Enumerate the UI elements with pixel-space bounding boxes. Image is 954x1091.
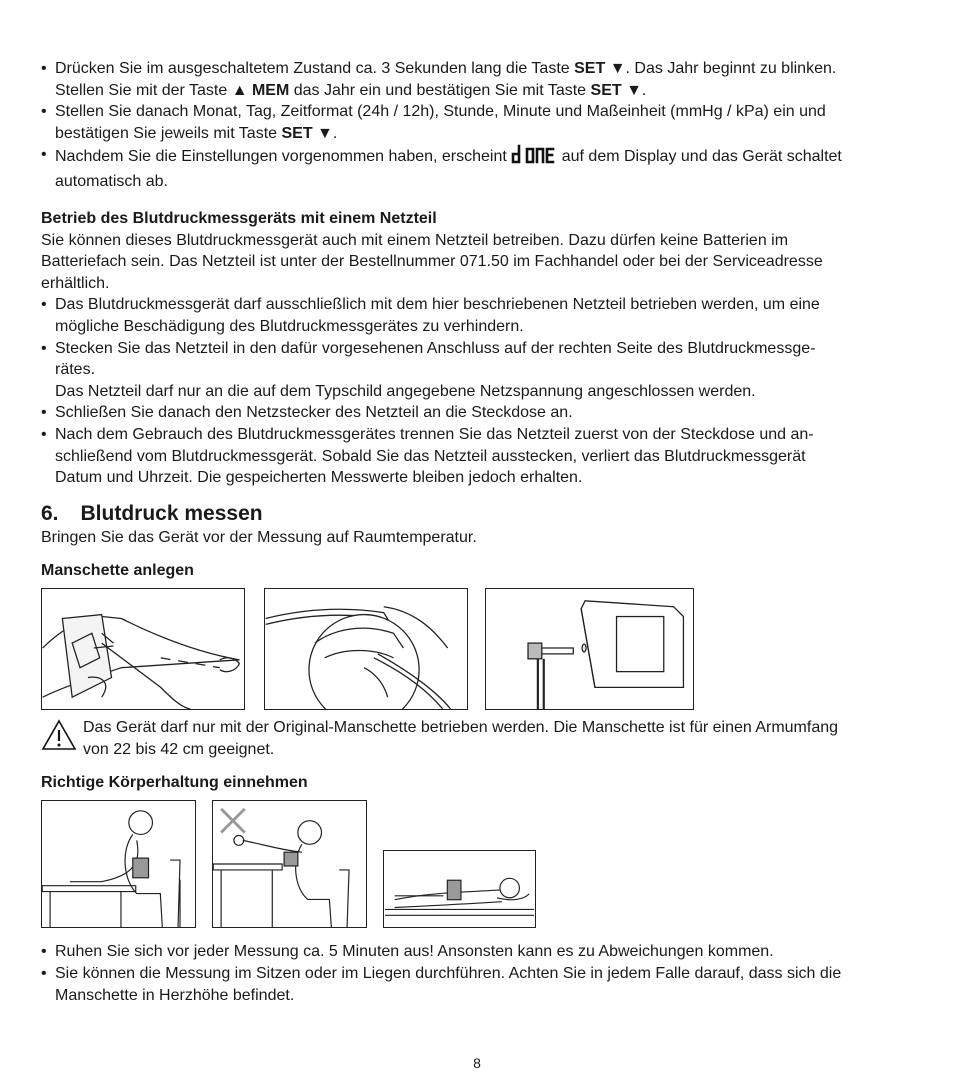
bullet-text: Drücken Sie im ausgeschaltetem Zustand ca. 3 Sekunden lang die Taste xyxy=(55,60,575,77)
list-item xyxy=(41,402,913,424)
bullet-text: Stellen Sie danach Monat, Tag, Zeitformat (24h / 12h), Stunde, Minute und Maßeinheit (mmHg / kPa) ein und xyxy=(55,103,826,121)
bullet-line: • Schließen Sie danach den Netzstecker des Netzteil an die Steckdose an. xyxy=(55,404,573,422)
warning-triangle-icon xyxy=(41,719,77,751)
cuff-closeup-illustration xyxy=(264,588,468,710)
punctuation: . xyxy=(641,81,647,99)
correct-sitting-posture-illustration xyxy=(41,800,196,928)
cuff-warning xyxy=(41,717,913,760)
posture-figures xyxy=(41,800,913,930)
list-item xyxy=(41,294,913,337)
paragraph-line: erhältlich. xyxy=(41,274,110,292)
list-item xyxy=(41,963,913,1006)
chapter-title: Blutdruck messen xyxy=(80,501,263,525)
paragraph-line: Batteriefach sein. Das Netzteil ist unter der Bestellnummer 071.50 im Fachhandel oder bei der Serviceadresse xyxy=(41,253,823,271)
bullet-line: • Sie können die Messung im Sitzen oder im Liegen durchführen. Achten Sie in jedem Falle darauf, dass sich die xyxy=(55,965,842,983)
chapter-heading xyxy=(41,501,913,527)
bullet-text: Nachdem Sie die Einstellungen vorgenommen haben, erscheint xyxy=(55,148,512,166)
list-item xyxy=(41,144,913,192)
bullet-text: Stellen Sie mit der Taste xyxy=(55,81,232,99)
bullet-line: schließend vom Blutdruckmessgerät. Sobald Sie das Netzteil ausstecken, verliert das Blutdruckmessgerät xyxy=(55,447,806,465)
cuff-on-arm-illustration xyxy=(41,588,245,710)
bullet-text: . Das Jahr beginnt zu blinken. xyxy=(625,60,837,77)
mem-key-label: ▲ MEM xyxy=(231,81,290,99)
bullet-line: • Nach dem Gebrauch des Blutdruckmessgerätes trennen Sie das Netzteil zuerst von der Steckdose und an- xyxy=(55,425,814,443)
bullet-text: das Jahr ein und bestätigen Sie mit Taste xyxy=(289,81,591,99)
page-number: 8 xyxy=(473,1055,481,1071)
bullet-line: rätes. xyxy=(55,361,96,379)
haltung-heading: Richtige Körperhaltung einnehmen xyxy=(41,774,308,792)
netzteil-heading: Betrieb des Blutdruckmessgeräts mit einem Netzteil xyxy=(41,209,437,227)
bullet-text: bestätigen Sie jeweils mit Taste xyxy=(55,124,282,142)
chapter-intro: Bringen Sie das Gerät vor der Messung auf Raumtemperatur. xyxy=(41,528,477,546)
list-item xyxy=(41,338,913,403)
list-item xyxy=(41,101,913,144)
manschette-heading: Manschette anlegen xyxy=(41,562,194,580)
bullet-text: automatisch ab. xyxy=(55,172,168,190)
set-key-label: SET ▼ xyxy=(574,60,626,77)
warning-line: Das Gerät darf nur mit der Original-Manschette betrieben werden. Die Manschette ist für einen Armumfang xyxy=(83,719,839,737)
bullet-line: • Das Blutdruckmessgerät darf ausschließlich mit dem hier beschriebenen Netzteil betrieben werden, um eine xyxy=(55,296,820,314)
chapter-number: 6. xyxy=(41,501,59,525)
bullet-line: • Ruhen Sie sich vor jeder Messung ca. 5 Minuten aus! Ansonsten kann es zu Abweichungen kommen. xyxy=(55,943,774,961)
list-item xyxy=(41,58,913,101)
manual-page xyxy=(41,58,913,1006)
list-item xyxy=(41,424,913,489)
cuff-figures xyxy=(41,588,913,713)
list-item xyxy=(41,941,913,963)
warning-line: von 22 bis 42 cm geeignet. xyxy=(83,740,275,758)
posture-bullet-list xyxy=(41,941,913,1006)
set-key-label: SET ▼ xyxy=(281,124,333,142)
netzteil-paragraph xyxy=(41,230,913,295)
paragraph-line: Sie können dieses Blutdruckmessgerät auch mit einem Netzteil betreiben. Dazu dürfen keine Batterien im xyxy=(41,231,789,249)
bullet-line: Manschette in Herzhöhe befindet. xyxy=(55,986,295,1004)
incorrect-sitting-posture-illustration xyxy=(212,800,367,928)
display-done-icon xyxy=(511,144,557,171)
punctuation: . xyxy=(332,124,338,142)
lying-posture-illustration xyxy=(383,850,536,928)
bullet-line: mögliche Beschädigung des Blutdruckmessgerätes zu verhindern. xyxy=(55,317,524,335)
set-key-label: SET ▼ xyxy=(590,81,642,99)
bullet-line: • Stecken Sie das Netzteil in den dafür vorgesehenen Anschluss auf der rechten Seite des Blutdruckmessge- xyxy=(55,339,816,357)
netzteil-bullet-list xyxy=(41,294,913,488)
bullet-line: Das Netzteil darf nur an die auf dem Typschild angegebene Netzspannung angeschlossen werden. xyxy=(55,382,756,400)
power-adapter-plug-illustration xyxy=(485,588,694,710)
setup-bullet-list xyxy=(41,58,913,193)
bullet-text: auf dem Display und das Gerät schaltet xyxy=(557,148,842,166)
bullet-line: Datum und Uhrzeit. Die gespeicherten Messwerte bleiben jedoch erhalten. xyxy=(55,469,583,487)
